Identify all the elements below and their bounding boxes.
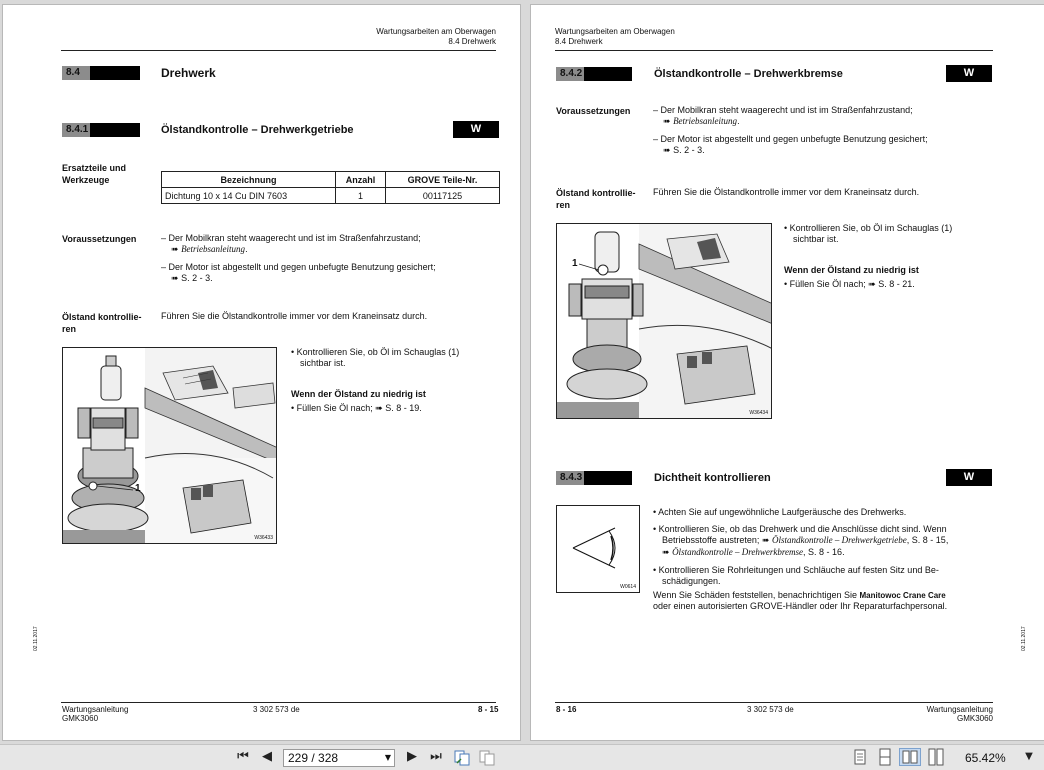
arrow-icon: ➠ — [663, 117, 671, 127]
single-page-view-icon[interactable] — [851, 748, 869, 766]
footer-doc-number: 3 302 573 de — [253, 705, 300, 714]
next-page-icon[interactable]: ▶ — [407, 749, 417, 764]
gearbox-figure — [62, 347, 277, 544]
footer-rule — [555, 702, 993, 703]
figure-id: W0614 — [620, 584, 636, 590]
arrow-icon: ➠ — [868, 280, 876, 290]
arrow-icon: ➠ — [662, 548, 670, 558]
chevron-down-icon[interactable]: ▼ — [384, 753, 391, 762]
footer-page-number: 8 - 15 — [478, 705, 499, 714]
zoom-level[interactable]: 65.42% — [965, 751, 1006, 765]
bullet-list: • Kontrollieren Sie, ob Öl im Schauglas (1) sichtbar ist. Wenn der Ölstand zu niedrig ist • Füllen Sie Öl nach; ➠ S. 8 - 21. — [784, 223, 999, 291]
eye-inspection-icon — [557, 506, 640, 593]
viewer-toolbar — [0, 744, 1044, 770]
section-title: Drehwerk — [161, 66, 216, 80]
previous-page-icon[interactable]: ◀ — [262, 749, 272, 764]
brake-figure — [556, 223, 772, 419]
footer-doc-number: 3 302 573 de — [747, 705, 794, 714]
two-page-view-icon[interactable] — [899, 748, 921, 766]
subsection-title: Ölstandkontrolle – Drehwerkbremse — [654, 68, 843, 80]
two-page-continuous-view-icon[interactable] — [927, 748, 945, 766]
subsection-number-bar: 8.4.1 — [62, 123, 140, 137]
side-date: 02.11.2017 — [33, 626, 39, 651]
oil-check-label: Ölstand kontrollie- ren — [556, 188, 636, 210]
continuous-view-icon[interactable] — [876, 748, 894, 766]
bullet-list: • Kontrollieren Sie, ob Öl im Schauglas (1) sichtbar ist. Wenn der Ölstand zu niedrig ist • Füllen Sie Öl nach; ➠ S. 8 - 19. — [291, 347, 506, 415]
figure-callout: 1 — [135, 483, 141, 494]
arrow-icon: ➠ — [663, 146, 671, 156]
table-header-row: Bezeichnung Anzahl GROVE Teile-Nr. — [162, 172, 500, 188]
arrow-icon: ➠ — [171, 274, 179, 284]
page-header — [555, 27, 805, 47]
next-view-icon[interactable] — [478, 748, 496, 766]
maintenance-badge: W — [946, 469, 992, 486]
header-rule — [555, 50, 993, 51]
left-page — [2, 4, 521, 741]
header-rule — [61, 50, 496, 51]
maintenance-badge: W — [453, 121, 499, 138]
side-date: 02.11.2017 — [1021, 626, 1027, 651]
maintenance-badge: W — [946, 65, 992, 82]
first-page-icon[interactable]: ⏮ — [237, 749, 249, 764]
footer-left: Wartungsanleitung GMK3060 — [62, 705, 129, 723]
arrow-icon: ➠ — [761, 536, 770, 546]
prerequisites-label: Voraussetzungen — [556, 106, 631, 116]
subsection-number-bar: 8.4.3 — [556, 471, 632, 485]
previous-view-icon[interactable] — [453, 748, 471, 766]
low-oil-heading: Wenn der Ölstand zu niedrig ist — [291, 389, 426, 399]
right-page — [530, 4, 1044, 741]
prerequisites-label: Voraussetzungen — [62, 234, 137, 244]
parts-label: Ersatzteile und Werkzeuge — [62, 163, 127, 185]
figure-id: W36434 — [749, 410, 768, 416]
zoom-dropdown-icon[interactable]: ▼ — [1025, 751, 1033, 762]
subsection-number-bar: 8.4.2 — [556, 67, 632, 81]
subsection-title: Ölstandkontrolle – Drehwerkgetriebe — [161, 124, 354, 136]
subsection-title: Dichtheit kontrollieren — [654, 472, 771, 484]
parts-table — [161, 171, 500, 204]
leak-check-figure — [556, 505, 640, 593]
oil-check-text: Führen Sie die Ölstandkontrolle immer vor dem Kraneinsatz durch. — [161, 311, 428, 321]
oil-check-text: Führen Sie die Ölstandkontrolle immer vor dem Kraneinsatz durch. — [653, 187, 920, 197]
page-number-input[interactable]: 229 / 328 ▼ — [283, 749, 395, 767]
figure-callout: 1 — [572, 258, 578, 269]
oil-check-label: Ölstand kontrollie- ren — [62, 312, 142, 334]
prerequisites-text: – Der Mobilkran steht waagerecht und ist im Straßenfahrzustand; ➠ Betriebsanleitung. – Der Motor ist abgestellt und gegen unbefugte Benutzung gesichert; ➠ S. 2 - 3. — [161, 233, 436, 284]
section-number-bar: 8.4 — [62, 66, 140, 80]
last-page-icon[interactable]: ⏭ — [430, 749, 442, 764]
header-line: 8.4 Drehwerk — [448, 37, 496, 46]
header-line: Wartungsarbeiten am Oberwagen — [376, 27, 496, 36]
low-oil-heading: Wenn der Ölstand zu niedrig ist — [784, 265, 919, 275]
arrow-icon: ➠ — [171, 245, 179, 255]
footer-right: Wartungsanleitung GMK3060 — [926, 705, 993, 723]
gearbox-illustration — [63, 348, 277, 544]
prerequisites-text: – Der Mobilkran steht waagerecht und ist im Straßenfahrzustand; ➠ Betriebsanleitung. – Der Motor ist abgestellt und gegen unbefugte Benutzung gesichert; ➠ S. 2 - 3. — [653, 105, 928, 156]
page-header — [246, 27, 496, 47]
arrow-icon: ➠ — [375, 404, 383, 414]
footer-page-number: 8 - 16 — [556, 705, 577, 714]
header-line: 8.4 Drehwerk — [555, 37, 603, 46]
figure-id: W36433 — [254, 535, 273, 541]
header-line: Wartungsarbeiten am Oberwagen — [555, 27, 675, 36]
table-row: Dichtung 10 x 14 Cu DIN 7603 1 00117125 — [162, 188, 500, 204]
footer-rule — [61, 702, 496, 703]
leak-check-list: • Achten Sie auf ungewöhnliche Laufgeräusche des Drehwerks. • Kontrollieren Sie, ob das Drehwerk und die Anschlüsse dicht sind. Wenn Betriebsstoffe austreten; ➠ Ölstandkontrolle – Drehwerkgetriebe, S. 8 - 15, ➠ Ölstandkontrolle – Drehwerkbremse, S. 8 - 16. • Kontrollieren Sie Rohrleitungen und Schläuche auf festen Sitz und Be- schädigungen. Wenn Sie Schäden feststellen, benachrichtigen Sie Manitowoc Crane Care oder einen autorisierten GROVE-Händler oder Ihr Reparaturfachpersonal. — [653, 507, 949, 611]
brake-illustration — [557, 224, 772, 419]
